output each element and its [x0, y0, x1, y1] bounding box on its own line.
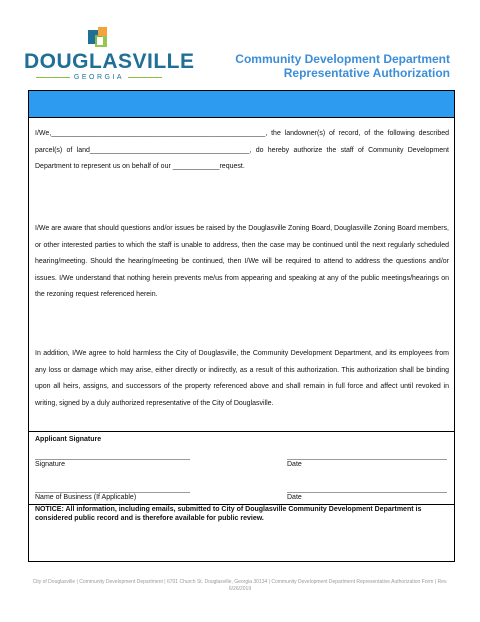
hearing-paragraph: I/We are aware that should questions and/or issues be raised by the Douglasville Zoning Board, Douglasville Zoning Board members, or other interested parties to which the staff is unable to address, then the case may be continued until the next regularly scheduled hearing/meeting. Should the hearing/meeting be continued, then I/We will be required to attend to address the questions and/or issues. I/We understand that nothing herein prevents me/us from appearing and speaking at any of the public meetings/hearings on the rezoning request referenced herein. [35, 225, 449, 298]
hold-harmless-paragraph: In addition, I/We agree to hold harmless the City of Douglasville, the Community Development Department, and its employees from any loss or damage which may arise, either directly or indirectly, as a result of this authorization. This authorization shall be binding upon all heirs, assigns, and successors of the property referenced above and shall remain in full force and affect until revoked in writing, signed by a duly authorized representative of the City of Douglasville. [35, 350, 449, 407]
business-name-line[interactable] [35, 492, 190, 493]
signature-label: Signature [35, 461, 65, 468]
document-title-line1: Community Development Department [235, 52, 450, 66]
document-title [235, 52, 450, 80]
document-title-line2: Representative Authorization [283, 66, 450, 80]
douglasville-logo [24, 22, 195, 82]
date-label: Date [287, 461, 302, 468]
logo-subtitle: GEORGIA [24, 74, 174, 81]
authorization-form [28, 90, 455, 562]
public-record-notice: NOTICE: All information, including emails, submitted to City of Douglasville Community Development Department is considered public record and is therefore available for public review. [35, 506, 422, 522]
signature-divider [29, 431, 454, 432]
date2-label: Date [287, 494, 302, 501]
applicant-signature-heading: Applicant Signature [35, 436, 102, 443]
page-footer: City of Douglasville | Community Development Department | 6701 Church St. Douglasville, Georgia 30134 | Community Development Department Representative Authorization Form | Rev. 6/26/2019 [32, 579, 448, 592]
date-line[interactable] [287, 459, 447, 460]
date2-line[interactable] [287, 492, 447, 493]
signature-line[interactable] [35, 459, 190, 460]
landowner-paragraph: I/We,_______________________________________________________, the landowner(s) of record, of the following described parcel(s) of land_________________________________________, do hereby authorize the staff of Community Development Department to represent us on behalf of our ____________request. [35, 130, 449, 170]
form-header-bar [29, 91, 454, 118]
douglasville-logo-mark-icon [86, 26, 112, 52]
logo-wordmark: DOUGLASVILLE [24, 50, 195, 73]
business-name-label: Name of Business (If Applicable) [35, 494, 137, 501]
